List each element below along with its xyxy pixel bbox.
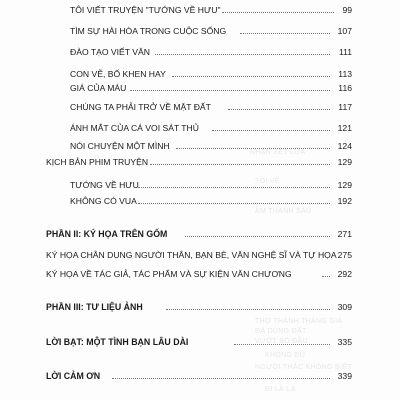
toc-entry	[0, 195, 400, 207]
toc-entry	[0, 156, 400, 168]
toc-entry	[0, 336, 400, 348]
toc-entry-title: KỊCH BẢN PHIM TRUYỆN	[46, 157, 149, 167]
toc-entry-page: 116	[338, 83, 352, 93]
toc-entry-title: TƯỚNG VỀ HƯU	[70, 180, 139, 190]
toc-entry-title: TÌM SỰ HÀI HÒA TRONG CUỘC SỐNG	[70, 26, 227, 36]
toc-leader-dots	[240, 33, 330, 34]
toc-entry	[0, 249, 400, 261]
toc-entry-page: 129	[337, 157, 352, 167]
toc-entry	[0, 179, 400, 191]
toc-leader-dots	[322, 276, 330, 277]
toc-leader-dots	[166, 309, 330, 310]
toc-entry-title: ĐÀO TẠO VIẾT VĂN	[70, 47, 150, 57]
toc-entry-page: 111	[338, 47, 352, 57]
toc-entry	[0, 68, 400, 80]
ghost-text: KHÔNG ĐỦ	[265, 352, 306, 359]
toc-entry	[0, 46, 400, 58]
toc-entry-page: 113	[338, 69, 352, 79]
toc-entry-page: 124	[337, 141, 352, 151]
toc-leader-dots	[228, 109, 330, 110]
toc-entry-page: 292	[337, 269, 352, 279]
toc-entry-page: 275	[337, 250, 352, 260]
toc-entry-title: LỜI BẠT: MỘT TÌNH BẠN LÂU DÀI	[46, 337, 189, 347]
toc-entry-page: 192	[337, 196, 352, 206]
toc-entry	[0, 140, 400, 152]
toc-entry-page: 107	[337, 26, 352, 36]
toc-leader-dots	[234, 344, 330, 345]
ghost-text: VƯỚT BÔ ĐẦU	[255, 338, 308, 345]
toc-entry-title: KÝ HỌA VỀ TÁC GIẢ, TÁC PHẨM VÀ SỰ KIỆN VĂN CHƯƠNG	[46, 269, 292, 279]
toc-entry-page: 339	[337, 371, 352, 381]
toc-entry-page: 271	[337, 229, 352, 239]
ghost-text: ĐÁ DÙNG ĐẤT	[255, 328, 307, 335]
toc-entry-title: LỜI CẢM ƠN	[46, 371, 101, 381]
toc-entry	[0, 82, 400, 94]
toc-entry-page: 129	[337, 180, 352, 190]
toc-entry-title: PHẦN II: KÝ HỌA TRÊN GỐM	[46, 229, 168, 239]
toc-entry-page: 99	[342, 5, 352, 15]
toc-entry	[0, 4, 400, 16]
toc-entry-page: 309	[337, 302, 352, 312]
toc-leader-dots	[150, 164, 330, 165]
ghost-text: THỢ THÀNH THÀNG GIÁ	[255, 318, 343, 325]
toc-entry-title: KÝ HỌA CHÂN DUNG NGƯỜI THÂN, BẠN BÈ, VĂN NGHỆ SĨ VÀ TỰ HỌA	[46, 250, 337, 260]
toc-entry-title: PHẦN III: TƯ LIỆU ẢNH	[46, 302, 143, 312]
toc-entry-title: GIÁ CỦA MÁU	[70, 83, 127, 93]
toc-entry-page: 121	[337, 123, 352, 133]
toc-leader-dots	[130, 90, 330, 91]
toc-entry	[0, 268, 400, 280]
toc-leader-dots	[112, 378, 330, 379]
toc-entry-title: KHÔNG CÓ VUA	[70, 196, 137, 206]
ghost-text: ĐI LÀ LA	[265, 386, 296, 393]
toc-leader-dots	[176, 148, 330, 149]
toc-leader-dots	[155, 54, 330, 55]
ghost-text: NGƯỜI THẮC KHÔNG BIẾT	[255, 364, 352, 371]
toc-entry	[0, 101, 400, 113]
toc-entry	[0, 301, 400, 313]
toc-leader-dots	[222, 12, 334, 13]
toc-entry-title: ÁNH MẮT CỦA CÁ VOI SÁT THỦ	[70, 123, 199, 133]
toc-entry-page: 117	[338, 102, 352, 112]
ghost-text: TÔI VẼ	[255, 178, 280, 185]
toc-entry-title: CHÚNG TA PHẢI TRỞ VỀ MẶT ĐẤT	[70, 102, 211, 112]
toc-entry	[0, 122, 400, 134]
toc-leader-dots	[138, 187, 330, 188]
toc-entry	[0, 228, 400, 240]
toc-entry	[0, 25, 400, 37]
toc-entry-title: NÓI CHUYỆN MỘT MÌNH	[70, 141, 170, 151]
ghost-text: NHẬN XÉT LỬA	[250, 149, 306, 156]
toc-entry-title: TÔI VIẾT TRUYỆN "TƯỚNG VỀ HƯU"	[70, 5, 221, 15]
toc-leader-dots	[172, 76, 330, 77]
toc-leader-dots	[185, 236, 330, 237]
toc-entry-page: 335	[337, 337, 352, 347]
toc-leader-dots	[212, 130, 330, 131]
ghost-text: ÂM THANH SÁU	[255, 208, 312, 215]
toc-entry-title: CON VẼ, BỐ KHEN HAY	[70, 69, 166, 79]
toc-entry	[0, 370, 400, 382]
toc-leader-dots	[138, 203, 330, 204]
